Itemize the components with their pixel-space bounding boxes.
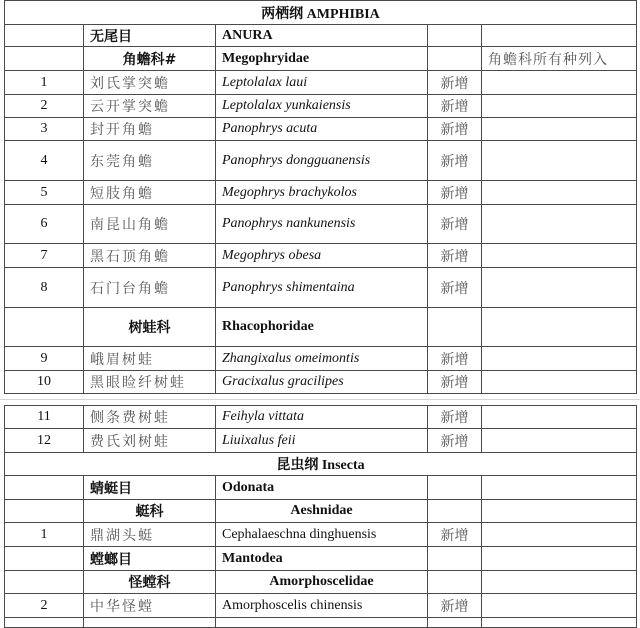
empty-cell xyxy=(482,594,637,618)
species-row xyxy=(5,406,637,429)
species-latin: Liuixalus feii xyxy=(216,429,428,453)
order-latin: Mantodea xyxy=(216,547,428,571)
species-no: 10 xyxy=(5,371,84,394)
species-cn: 封开角蟾 xyxy=(84,118,216,141)
empty-cell xyxy=(428,547,482,571)
empty-cell xyxy=(5,500,84,523)
species-no: 1 xyxy=(5,71,84,95)
empty-cell xyxy=(5,308,84,347)
species-row xyxy=(5,205,637,244)
order-latin: Odonata xyxy=(216,476,428,500)
empty-cell xyxy=(428,308,482,347)
order-row xyxy=(5,547,637,571)
empty-cell xyxy=(482,476,637,500)
empty-cell xyxy=(482,244,637,268)
species-no: 7 xyxy=(5,244,84,268)
empty-cell xyxy=(5,47,84,71)
species-latin: Feihyla vittata xyxy=(216,406,428,429)
species-status: 新增 xyxy=(428,268,482,308)
species-cn: 短肢角蟾 xyxy=(84,181,216,205)
species-table-part2 xyxy=(4,405,637,628)
species-row xyxy=(5,141,637,181)
species-no: 1 xyxy=(5,523,84,547)
species-status: 新增 xyxy=(428,244,482,268)
species-latin: Megophrys brachykolos xyxy=(216,181,428,205)
species-cn: 黑石顶角蟾 xyxy=(84,244,216,268)
species-row xyxy=(5,95,637,118)
species-row xyxy=(5,429,637,453)
species-no: 5 xyxy=(5,181,84,205)
species-status: 新增 xyxy=(428,118,482,141)
species-latin: Panophrys shimentaina xyxy=(216,268,428,308)
species-cn: 峨眉树蛙 xyxy=(84,347,216,371)
empty-cell xyxy=(482,268,637,308)
species-no: 11 xyxy=(5,406,84,429)
empty-cell xyxy=(428,476,482,500)
empty-cell xyxy=(482,71,637,95)
empty-cell xyxy=(482,523,637,547)
empty-cell xyxy=(482,25,637,47)
species-latin: Panophrys dongguanensis xyxy=(216,141,428,181)
empty-cell xyxy=(428,47,482,71)
species-status: 新增 xyxy=(428,594,482,618)
empty-cell xyxy=(482,181,637,205)
empty-cell xyxy=(482,347,637,371)
species-row xyxy=(5,594,637,618)
family-row xyxy=(5,308,637,347)
class-header-amphibia: 两栖纲 AMPHIBIA xyxy=(5,1,637,25)
empty-cell xyxy=(5,476,84,500)
family-cn: 蜓科 xyxy=(84,500,216,523)
empty-cell xyxy=(5,618,84,628)
species-status: 新增 xyxy=(428,371,482,394)
empty-cell xyxy=(482,95,637,118)
species-status: 新增 xyxy=(428,347,482,371)
species-no: 8 xyxy=(5,268,84,308)
empty-cell xyxy=(482,308,637,347)
species-row xyxy=(5,181,637,205)
family-cn: 怪螳科 xyxy=(84,571,216,594)
species-latin: Leptolalax laui xyxy=(216,71,428,95)
species-latin: Panophrys nankunensis xyxy=(216,205,428,244)
empty-cell xyxy=(482,205,637,244)
species-status: 新增 xyxy=(428,95,482,118)
class-header-row xyxy=(5,453,637,476)
empty-cell xyxy=(482,571,637,594)
family-latin: Aeshnidae xyxy=(216,500,428,523)
species-status: 新增 xyxy=(428,205,482,244)
species-status: 新增 xyxy=(428,406,482,429)
family-row xyxy=(5,571,637,594)
species-latin: Amorphoscelis chinensis xyxy=(216,594,428,618)
species-row xyxy=(5,244,637,268)
species-table-part1 xyxy=(4,0,637,394)
family-latin: Amorphoscelidae xyxy=(216,571,428,594)
species-latin: Megophrys obesa xyxy=(216,244,428,268)
species-latin: Leptolalax yunkaiensis xyxy=(216,95,428,118)
species-row xyxy=(5,71,637,95)
empty-cell xyxy=(428,500,482,523)
order-cn: 蜻蜓目 xyxy=(84,476,216,500)
species-cn: 中华怪螳 xyxy=(84,594,216,618)
empty-cell xyxy=(5,25,84,47)
empty-cell xyxy=(5,571,84,594)
species-cn: 云开掌突蟾 xyxy=(84,95,216,118)
species-row xyxy=(5,268,637,308)
truncated-row xyxy=(5,618,637,628)
order-cn: 螳螂目 xyxy=(84,547,216,571)
class-header-insecta: 昆虫纲 Insecta xyxy=(5,453,637,476)
species-cn: 南昆山角蟾 xyxy=(84,205,216,244)
empty-cell xyxy=(428,571,482,594)
order-row xyxy=(5,25,637,47)
order-cn: 无尾目 xyxy=(84,25,216,47)
species-status: 新增 xyxy=(428,181,482,205)
class-header-row xyxy=(5,1,637,25)
species-cn: 黑眼睑纤树蛙 xyxy=(84,371,216,394)
family-cn: 角蟾科# xyxy=(84,47,216,71)
species-row xyxy=(5,118,637,141)
family-cn: 树蛙科 xyxy=(84,308,216,347)
family-note: 角蟾科所有种列入 xyxy=(482,47,637,71)
page-break-line xyxy=(0,399,640,400)
species-cn: 侧条费树蛙 xyxy=(84,406,216,429)
order-row xyxy=(5,476,637,500)
species-no: 9 xyxy=(5,347,84,371)
species-latin: Panophrys acuta xyxy=(216,118,428,141)
family-row xyxy=(5,500,637,523)
species-status: 新增 xyxy=(428,429,482,453)
species-no: 6 xyxy=(5,205,84,244)
species-latin: Cephalaeschna dinghuensis xyxy=(216,523,428,547)
empty-cell xyxy=(482,118,637,141)
species-latin: Zhangixalus omeimontis xyxy=(216,347,428,371)
species-cn: 鼎湖头蜓 xyxy=(84,523,216,547)
empty-cell xyxy=(216,618,428,628)
species-status: 新增 xyxy=(428,141,482,181)
species-no: 4 xyxy=(5,141,84,181)
species-cn: 刘氏掌突蟾 xyxy=(84,71,216,95)
species-cn: 费氏刘树蛙 xyxy=(84,429,216,453)
species-no: 3 xyxy=(5,118,84,141)
species-row xyxy=(5,523,637,547)
family-row xyxy=(5,47,637,71)
empty-cell xyxy=(482,429,637,453)
family-latin: Megophryidae xyxy=(216,47,428,71)
empty-cell xyxy=(428,25,482,47)
species-status: 新增 xyxy=(428,523,482,547)
empty-cell xyxy=(482,141,637,181)
empty-cell xyxy=(482,618,637,628)
empty-cell xyxy=(84,618,216,628)
empty-cell xyxy=(482,406,637,429)
species-latin: Gracixalus gracilipes xyxy=(216,371,428,394)
species-no: 2 xyxy=(5,95,84,118)
species-row xyxy=(5,347,637,371)
empty-cell xyxy=(5,547,84,571)
empty-cell xyxy=(482,371,637,394)
empty-cell xyxy=(482,547,637,571)
species-row xyxy=(5,371,637,394)
species-cn: 东莞角蟾 xyxy=(84,141,216,181)
species-cn: 石门台角蟾 xyxy=(84,268,216,308)
species-no: 12 xyxy=(5,429,84,453)
empty-cell xyxy=(482,500,637,523)
order-latin: ANURA xyxy=(216,25,428,47)
species-status: 新增 xyxy=(428,71,482,95)
species-no: 2 xyxy=(5,594,84,618)
empty-cell xyxy=(428,618,482,628)
family-latin: Rhacophoridae xyxy=(216,308,428,347)
